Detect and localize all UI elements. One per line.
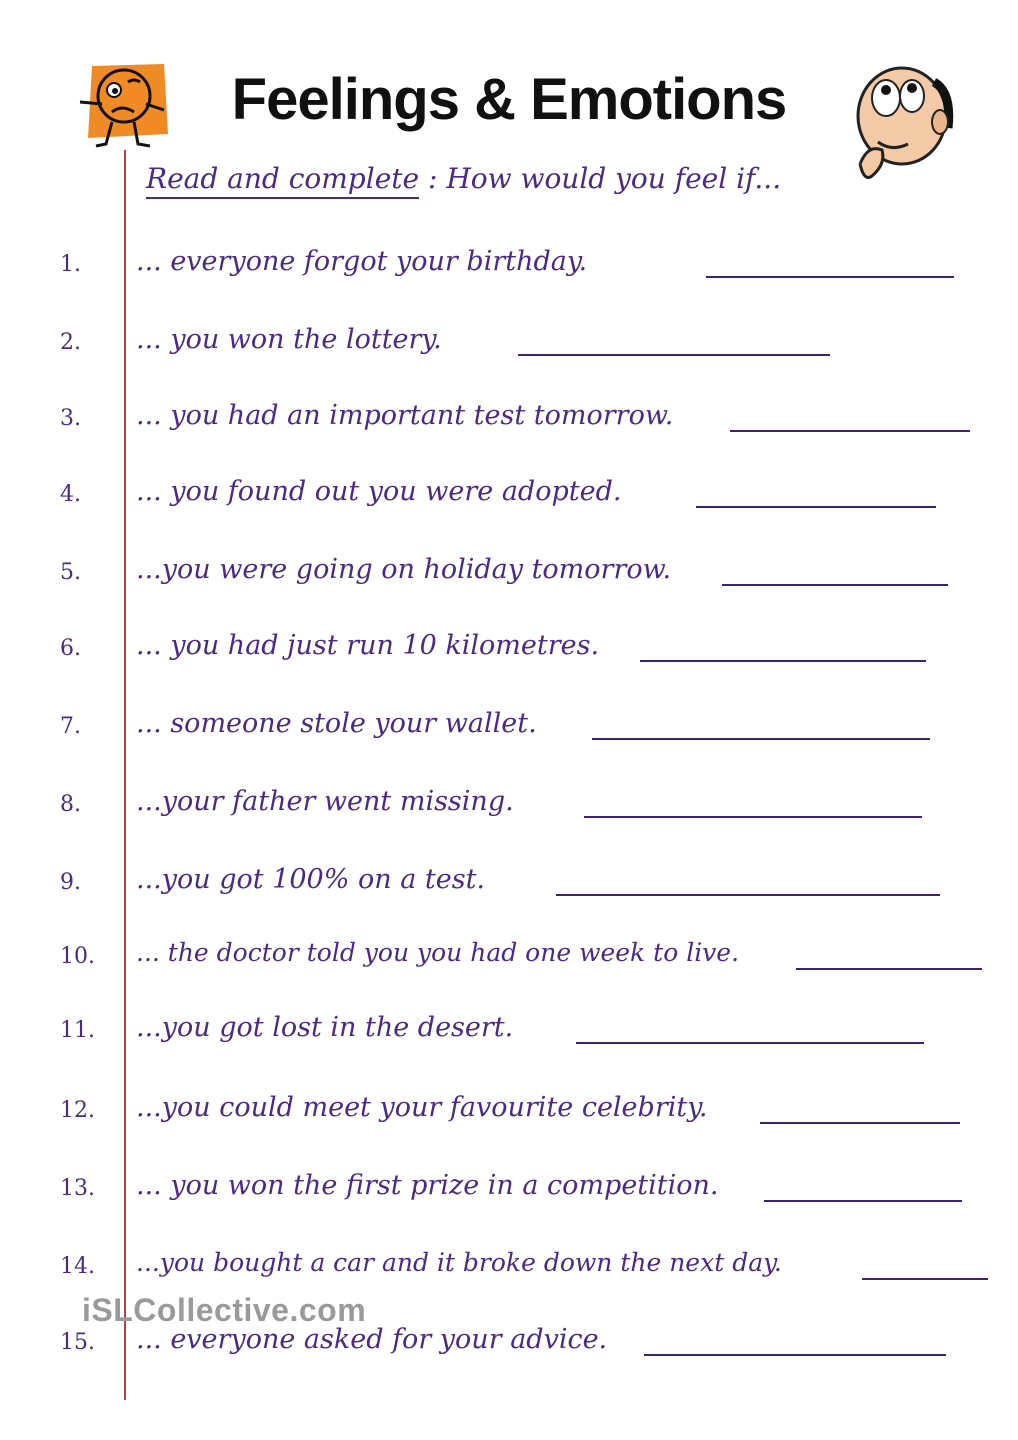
item-sentence: ... everyone forgot your birthday. <box>136 246 588 277</box>
exercise-item <box>0 1242 1018 1290</box>
answer-blank[interactable] <box>556 894 940 896</box>
item-sentence: ... the doctor told you you had one week to live. <box>136 938 740 967</box>
item-number: 5. <box>60 560 81 585</box>
answer-blank[interactable] <box>696 506 936 508</box>
answer-blank[interactable] <box>592 738 930 740</box>
item-sentence: ... someone stole your wallet. <box>136 708 537 739</box>
item-number: 12. <box>60 1098 95 1123</box>
instruction-prompt: How would you feel if... <box>446 162 782 195</box>
exercise-item <box>0 1164 1018 1212</box>
answer-blank[interactable] <box>584 816 922 818</box>
item-number: 8. <box>60 792 81 817</box>
watermark: iSLCollective.com <box>82 1292 367 1328</box>
item-number: 1. <box>60 252 81 277</box>
item-number: 13. <box>60 1176 95 1201</box>
item-sentence: ...your father went missing. <box>136 786 514 817</box>
item-number: 10. <box>60 944 95 969</box>
item-sentence: ...you were going on holiday tomorrow. <box>136 554 672 585</box>
instruction-separator: : <box>419 162 447 195</box>
exercise-item <box>0 702 1018 750</box>
item-number: 11. <box>60 1018 95 1043</box>
item-sentence: ... you found out you were adopted. <box>136 476 622 507</box>
item-number: 15. <box>60 1330 95 1355</box>
answer-blank[interactable] <box>640 660 926 662</box>
exercise-item <box>0 624 1018 672</box>
item-number: 6. <box>60 636 81 661</box>
item-sentence: ...you bought a car and it broke down the next day. <box>136 1248 782 1277</box>
exercise-item <box>0 1006 1018 1054</box>
exercise-item <box>0 932 1018 980</box>
exercise-item <box>0 394 1018 442</box>
item-sentence: ... you won the lottery. <box>136 324 442 355</box>
answer-blank[interactable] <box>730 430 970 432</box>
item-number: 4. <box>60 482 81 507</box>
item-sentence: ... you had an important test tomorrow. <box>136 400 674 431</box>
item-number: 7. <box>60 714 81 739</box>
answer-blank[interactable] <box>706 276 954 278</box>
page-title: Feelings & Emotions <box>231 67 787 132</box>
item-sentence: ...you got lost in the desert. <box>136 1012 514 1043</box>
answer-blank[interactable] <box>764 1200 962 1202</box>
item-sentence: ... you won the first prize in a competition. <box>136 1170 719 1201</box>
answer-blank[interactable] <box>722 584 948 586</box>
exercise-item <box>0 470 1018 518</box>
exercise-item <box>0 240 1018 288</box>
exercise-item <box>0 318 1018 366</box>
exercise-item <box>0 548 1018 596</box>
answer-blank[interactable] <box>576 1042 924 1044</box>
item-sentence: ... everyone asked for your advice. <box>136 1324 608 1355</box>
item-number: 3. <box>60 406 81 431</box>
item-number: 2. <box>60 330 81 355</box>
exercise-item <box>0 858 1018 906</box>
answer-blank[interactable] <box>760 1122 960 1124</box>
item-number: 14. <box>60 1254 95 1279</box>
item-sentence: ...you got 100% on a test. <box>136 864 485 895</box>
answer-blank[interactable] <box>518 354 830 356</box>
instruction-label: Read and complete <box>146 162 419 199</box>
answer-blank[interactable] <box>644 1354 946 1356</box>
exercise-item <box>0 780 1018 828</box>
item-number: 9. <box>60 870 81 895</box>
answer-blank[interactable] <box>862 1278 988 1280</box>
exercise-item <box>0 1086 1018 1134</box>
worried-face-mascot-icon <box>72 60 172 156</box>
thinking-man-icon <box>842 60 960 190</box>
answer-blank[interactable] <box>796 968 982 970</box>
item-sentence: ... you had just run 10 kilometres. <box>136 630 600 661</box>
instructions <box>146 162 781 195</box>
item-sentence: ...you could meet your favourite celebrity. <box>136 1092 708 1123</box>
